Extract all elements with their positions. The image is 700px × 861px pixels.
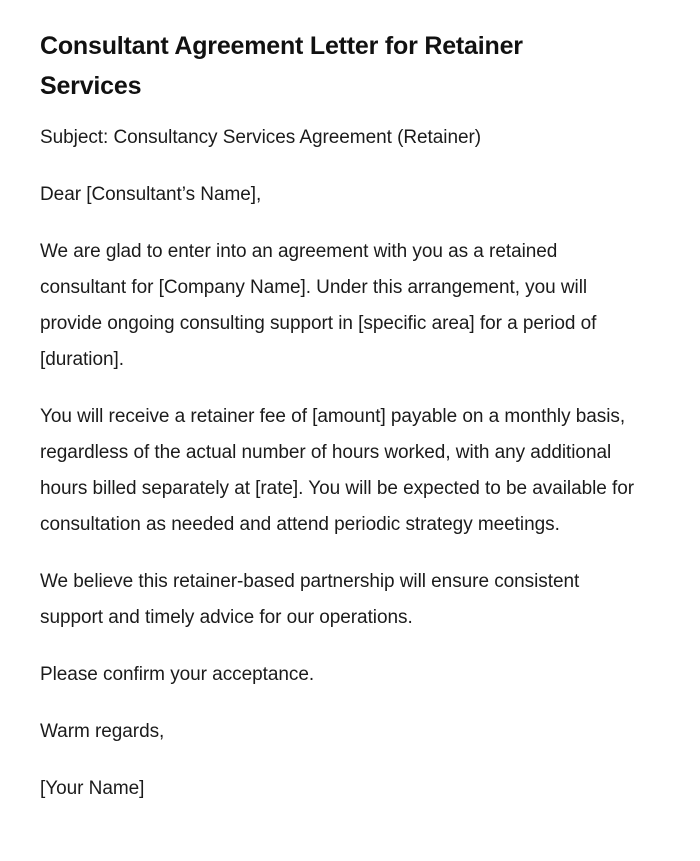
letter-paragraph-signoff: Warm regards, [40,721,165,742]
page-title: Consultant Agreement Letter for Retainer Services [40,32,523,100]
letter-paragraph-confirmation: Please confirm your acceptance. [40,664,315,685]
letter-paragraph-signature: [Your Name] [40,778,145,799]
letter-paragraph-intro: We are glad to enter into an agreement with you as a retained consultant for [Company Name]. Under this arrangement, you will provide ongoing consulting support in [specific area] for a period of [duration]. [40,241,597,370]
letter-paragraph-salutation: Dear [Consultant’s Name], [40,184,262,205]
letter-paragraph-subject: Subject: Consultancy Services Agreement (Retainer) [40,127,482,148]
letter-paragraph-fee: You will receive a retainer fee of [amount] payable on a monthly basis, regardless of the actual number of hours worked, with any additional hours billed separately at [rate]. You will be expected to be available for consultation as needed and attend periodic strategy meetings. [40,406,635,535]
letter-paragraph-closing-statement: We believe this retainer-based partnership will ensure consistent support and timely advice for our operations. [40,571,580,628]
letter-body [40,120,640,807]
